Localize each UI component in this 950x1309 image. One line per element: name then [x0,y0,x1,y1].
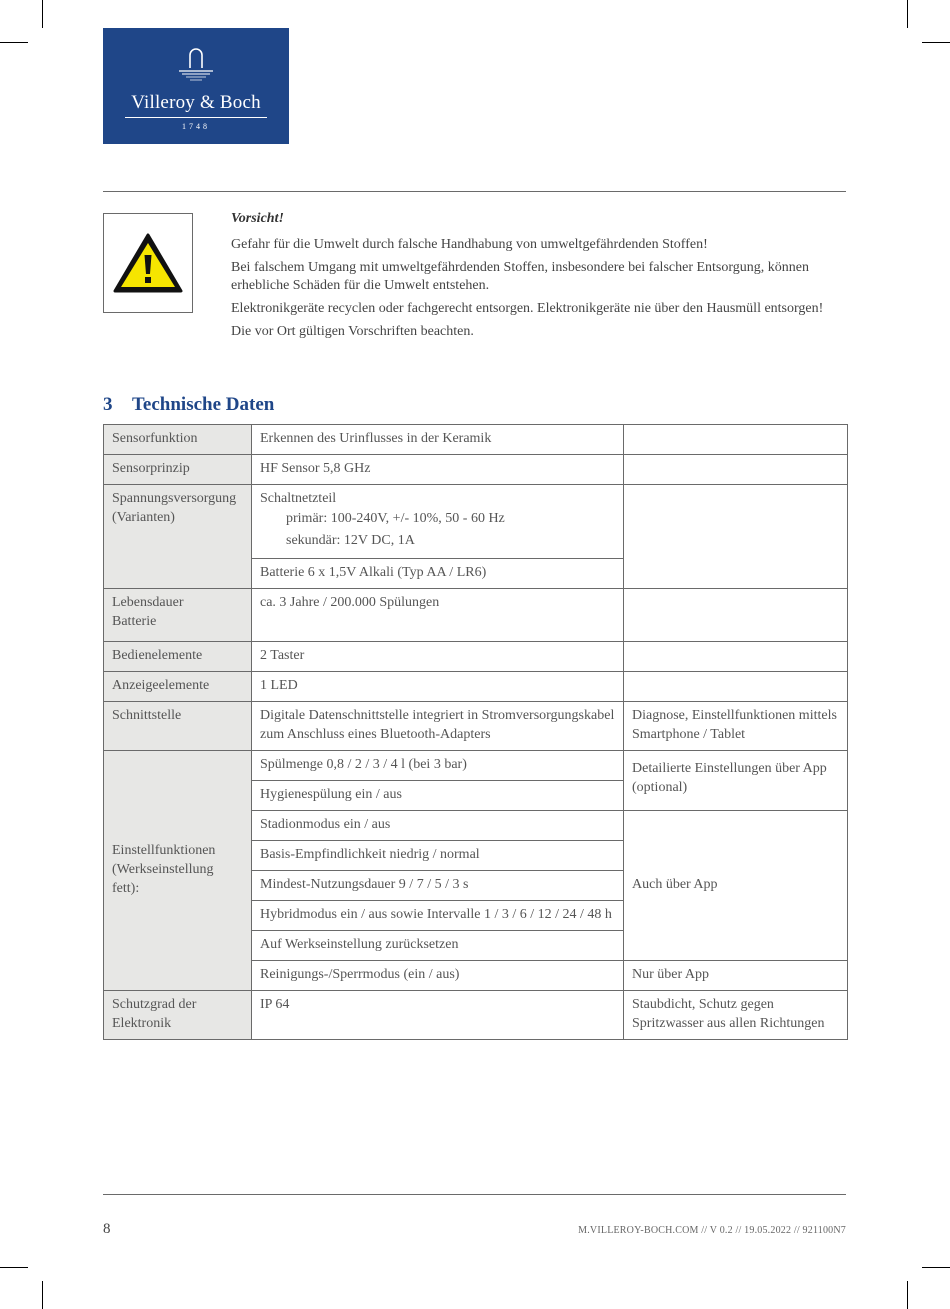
table-row [104,991,848,1040]
row-label [104,485,252,589]
warning-box [103,213,193,313]
row-value: Spülmenge 0,8 / 2 / 3 / 4 l (bei 3 bar) [252,751,624,781]
row-note: Detailierte Einstellungen über App (optional) [624,751,848,811]
value-line: primär: 100-240V, +/- 10%, 50 - 60 Hz [286,511,505,526]
row-note [624,672,848,702]
row-value: 2 Taster [252,642,624,672]
label-line: Lebensdauer [112,595,184,610]
label-line: Einstellfunktionen [112,843,216,858]
page-number: 8 [103,1221,111,1237]
row-value: Auf Werkseinstellung zurücksetzen [252,931,624,961]
row-value: Batterie 6 x 1,5V Alkali (Typ AA / LR6) [252,559,624,589]
row-value: ca. 3 Jahre / 200.000 Spülungen [252,589,624,642]
row-value: IP 64 [252,991,624,1040]
row-label [104,589,252,642]
row-label: Bedienelemente [104,642,252,672]
section-number: 3 [103,394,113,415]
row-value: Reinigungs-/Sperrmodus (ein / aus) [252,961,624,991]
row-note [624,425,848,455]
table-row [104,751,848,781]
label-line: Elektronik [112,1016,172,1031]
crop-mark [907,0,908,28]
row-label [104,751,252,991]
table-row [104,672,848,702]
row-note: Auch über App [624,811,848,961]
caution-notice [231,210,841,346]
caution-paragraph: Gefahr für die Umwelt durch falsche Handhabung von umweltgefährdenden Stoffen! [231,237,708,252]
row-label: Schnittstelle [104,702,252,751]
label-line: Schutzgrad der [112,997,197,1012]
row-note: Nur über App [624,961,848,991]
row-note: Diagnose, Einstellfunktionen mittels Smartphone / Tablet [624,702,848,751]
table-row [104,642,848,672]
label-line: fett): [112,881,140,896]
row-note [624,589,848,642]
row-value [252,485,624,559]
caution-paragraph: Die vor Ort gültigen Vorschriften beachten. [231,324,474,339]
section-heading [103,394,274,416]
row-value: Digitale Datenschnittstelle integriert in Stromversorgungskabel zum Anschluss eines Bluetooth-Adapters [252,702,624,751]
row-note [624,642,848,672]
warning-icon [112,232,184,294]
brand-year: 1748 [182,122,210,131]
crop-mark [907,1281,908,1309]
row-note [624,455,848,485]
row-note [624,485,848,589]
row-value: Stadionmodus ein / aus [252,811,624,841]
caution-paragraph: Bei falschem Umgang mit umweltgefährdenden Stoffen, insbesondere bei falscher Entsorgung, können erhebliche Schäden für die Umwelt entstehen. [231,260,809,293]
crop-mark [0,1267,28,1268]
spec-table [103,424,848,1040]
table-row [104,425,848,455]
row-value: 1 LED [252,672,624,702]
crop-mark [922,1267,950,1268]
label-line: (Werkseinstellung [112,862,214,877]
section-title: Technische Daten [132,394,275,415]
value-line: sekundär: 12V DC, 1A [286,533,415,548]
label-line: Batterie [112,614,157,629]
value-line: Schaltnetzteil [260,491,337,506]
crop-mark [42,1281,43,1309]
label-line: Spannungsversorgung [112,491,237,506]
row-value: Hybridmodus ein / aus sowie Intervalle 1 / 3 / 6 / 12 / 24 / 48 h [252,901,624,931]
row-label: Anzeigeelemente [104,672,252,702]
caution-title: Vorsicht! [231,211,284,226]
row-label [104,991,252,1040]
row-value: Hygienespülung ein / aus [252,781,624,811]
brand-name: Villeroy & Boch [131,92,261,113]
crop-mark [42,0,43,28]
row-label: Sensorfunktion [104,425,252,455]
row-value: Basis-Empfindlichkeit niedrig / normal [252,841,624,871]
top-rule [103,191,846,192]
footer-rule [103,1194,846,1195]
brand-logo [103,28,289,144]
row-value: Erkennen des Urinflusses in der Keramik [252,425,624,455]
brand-underline [125,117,267,118]
arch-emblem-icon [173,38,219,82]
table-row [104,455,848,485]
footer-meta: M.VILLEROY-BOCH.COM // V 0.2 // 19.05.2022 // 921100N7 [578,1225,846,1236]
label-line: (Varianten) [112,510,175,525]
row-note: Staubdicht, Schutz gegen Spritzwasser aus allen Richtungen [624,991,848,1040]
crop-mark [922,42,950,43]
table-row [104,702,848,751]
table-row [104,485,848,559]
row-label: Sensorprinzip [104,455,252,485]
crop-mark [0,42,28,43]
caution-paragraph: Elektronikgeräte recyclen oder fachgerecht entsorgen. Elektronikgeräte nie über den Hausmüll entsorgen! [231,301,824,316]
table-row [104,589,848,642]
row-value: Mindest-Nutzungsdauer 9 / 7 / 5 / 3 s [252,871,624,901]
row-value: HF Sensor 5,8 GHz [252,455,624,485]
